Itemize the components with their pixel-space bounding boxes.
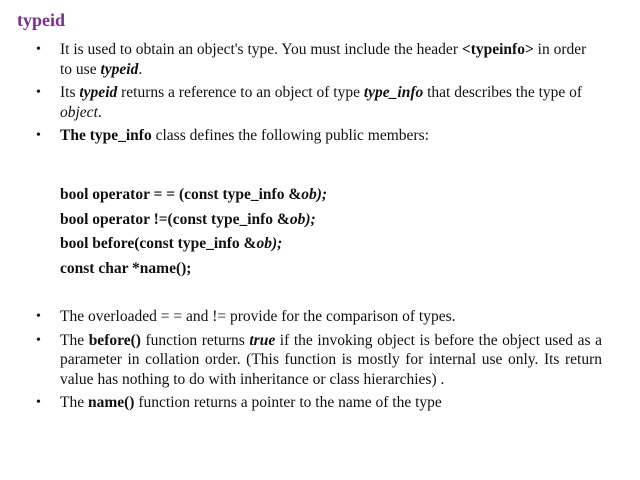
bullet-icon: • — [36, 42, 41, 57]
keyword-name: name() — [87, 394, 135, 411]
bullet-icon: • — [36, 332, 41, 348]
header-name: <typeinfo> — [461, 41, 534, 58]
keyword-true: true — [249, 331, 276, 349]
bullet-item-name — [36, 393, 602, 413]
keyword-object: object — [60, 103, 98, 121]
code-block-members — [60, 183, 327, 281]
bullet-text: function returns — [140, 331, 250, 349]
slide-title: typeid — [17, 10, 66, 30]
keyword-before: before() — [88, 331, 141, 349]
code-line: const char *name(); — [60, 259, 192, 277]
bullet-text: class defines the following public members: — [151, 127, 429, 144]
keyword-typeid: typeid — [100, 60, 139, 78]
bullet-item-operators — [36, 307, 602, 327]
bullet-text: in order to use — [60, 41, 587, 78]
keyword-type-info-class: The type_info — [60, 127, 152, 144]
bullet-text: Its — [60, 84, 80, 101]
bullet-item-before — [36, 331, 602, 390]
bullet-list-top — [36, 40, 602, 150]
bullet-text: The — [60, 331, 89, 349]
bullet-item-type-info-class — [36, 126, 602, 146]
bullet-icon: • — [36, 85, 41, 100]
bullet-item-typeinfo-header — [36, 40, 602, 79]
bullet-icon: • — [36, 128, 41, 143]
bullet-text: if the invoking object is before the object used as a parameter in collation order. (This function is mostly for internal use only. Its return value has nothing to do with inheritance or class hierarchies) . — [60, 331, 602, 388]
keyword-typeid: typeid — [79, 84, 118, 101]
bullet-text: that describes the type of — [423, 84, 583, 101]
bullet-icon: • — [36, 309, 41, 324]
bullet-text: It is used to obtain an object's type. You must include the header — [60, 41, 462, 58]
bullet-icon: • — [36, 395, 41, 410]
bullet-text: The — [60, 394, 88, 411]
code-line: bool operator !=(const type_info &ob); — [60, 210, 316, 228]
bullet-text: . — [138, 60, 143, 78]
bullet-text: returns a reference to an object of type — [117, 84, 364, 101]
bullet-item-typeid-returns — [36, 83, 602, 122]
bullet-text: function returns a pointer to the name of the type — [134, 394, 442, 411]
bullet-list-bottom — [36, 307, 602, 417]
bullet-text: . — [97, 103, 102, 121]
keyword-type-info: type_info — [363, 84, 424, 101]
code-line: bool before(const type_info &ob); — [60, 235, 283, 252]
bullet-text: The overloaded = = and != provide for the comparison of types. — [60, 308, 456, 325]
code-line: bool operator = = (const type_info &ob); — [60, 186, 328, 203]
